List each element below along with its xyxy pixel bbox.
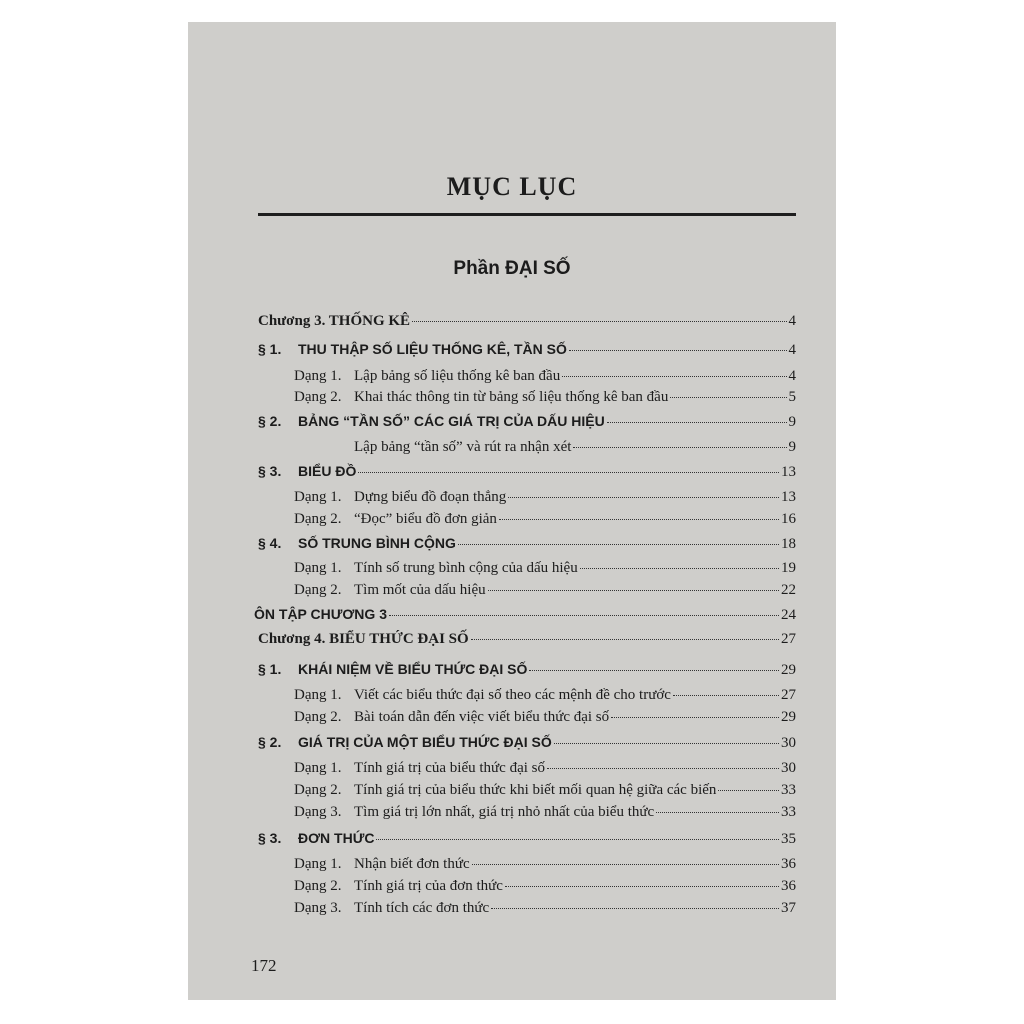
subitem-text: Nhận biết đơn thức [354,856,470,872]
dot-leader [607,418,787,423]
toc-page-number: 37 [781,900,796,916]
toc-review [254,605,796,624]
toc-page-number: 18 [781,536,796,552]
subitem-text: Dựng biểu đồ đoạn thẳng [354,489,507,505]
review-title: ÔN TẬP CHƯƠNG 3 [254,606,387,622]
dot-leader [508,493,779,498]
toc-chapter [258,312,796,330]
part-heading: Phần ĐẠI SỐ [453,258,571,279]
dot-leader [529,666,779,671]
toc-subitem [294,510,796,528]
subitem-heading [294,488,506,506]
dot-leader [499,515,779,520]
section-number: § 2. [258,413,282,429]
toc-section [258,534,796,553]
toc-page-number: 9 [788,414,796,430]
section-number: § 4. [258,535,282,551]
section-title: GIÁ TRỊ CỦA MỘT BIỂU THỨC ĐẠI SỐ [298,734,552,750]
dot-leader [656,808,779,813]
subitem-heading [294,877,503,895]
toc-page-number: 27 [781,687,796,703]
page-title: MỤC LỤC [446,172,578,201]
toc-page-number: 33 [781,804,796,820]
subitem-label: Dạng 1. [294,368,342,384]
toc-subitem [294,899,796,917]
subitem-label: Dạng 1. [294,560,342,576]
toc-subitem [294,803,796,821]
subitem-heading [294,803,654,821]
subitem-text: Tìm giá trị lớn nhất, giá trị nhỏ nhất của biểu thức [354,804,655,820]
subitem-text: Tìm mốt của dấu hiệu [354,582,486,598]
toc-section [258,829,796,848]
subitem-label: Dạng 2. [294,511,342,527]
toc-page-number: 36 [781,878,796,894]
subitem-heading [294,899,489,917]
subitem-label: Dạng 3. [294,804,342,820]
subitem-text: Lập bảng số liệu thống kê ban đầu [354,368,561,384]
subitem-text: Tính giá trị của biểu thức đại số [354,760,545,776]
subitem-heading [294,855,470,873]
section-number: § 2. [258,734,282,750]
section-title: KHÁI NIỆM VỀ BIỂU THỨC ĐẠI SỐ [298,661,528,677]
subitem-label: Dạng 2. [294,389,342,405]
toc-section [258,412,796,431]
toc-subitem [294,488,796,506]
section-number: § 1. [258,661,282,677]
section-title: ĐƠN THỨC [298,830,375,846]
subitem-label: Dạng 1. [294,760,342,776]
subitem-text: Khai thác thông tin từ bảng số liệu thống kê ban đầu [354,389,669,405]
subitem-text: Bài toán dẫn đến việc viết biểu thức đại số [354,709,610,725]
section-heading [258,733,552,752]
title-rule [258,213,796,216]
toc-page-number: 29 [781,709,796,725]
toc-section [258,733,796,752]
subitem-text: Lập bảng “tần số” và rút ra nhận xét [354,439,572,455]
toc-subitem [294,686,796,704]
section-number: § 3. [258,830,282,846]
dot-leader [472,860,779,865]
toc-page-number: 22 [781,582,796,598]
subitem-heading [294,559,578,577]
subitem-heading [294,686,671,704]
toc-page-number: 13 [781,489,796,505]
subitem-label: Dạng 3. [294,900,342,916]
dot-leader [471,635,779,640]
subitem-heading [294,581,486,599]
toc-subitem [294,708,796,726]
toc-page-number: 4 [788,342,796,358]
dot-leader [569,346,787,351]
toc-subitem [354,438,796,456]
section-heading [258,412,605,431]
toc-subitem [294,759,796,777]
dot-leader [670,393,786,398]
toc-subitem [294,855,796,873]
dot-leader [376,835,779,840]
toc-subitem [294,581,796,599]
dot-leader [412,317,786,322]
section-title: BẢNG “TẦN SỐ” CÁC GIÁ TRỊ CỦA DẤU HIỆU [298,413,605,429]
dot-leader [611,713,779,718]
toc-chapter [258,630,796,648]
book-page [188,22,836,1000]
toc-page-number: 13 [781,464,796,480]
toc-page-number: 27 [781,631,796,647]
subitem-heading [354,438,571,456]
section-heading [258,534,456,553]
section-title: SỐ TRUNG BÌNH CỘNG [298,535,456,551]
toc-section [258,660,796,679]
toc-subitem [294,559,796,577]
section-heading [258,462,356,481]
subitem-label: Dạng 2. [294,878,342,894]
subitem-heading [294,388,668,406]
dot-leader [358,468,779,473]
subitem-label: Dạng 2. [294,709,342,725]
subitem-heading [294,759,545,777]
dot-leader [458,540,779,545]
dot-leader [580,564,779,569]
section-heading [258,660,527,679]
toc-page-number: 16 [781,511,796,527]
toc-subitem [294,781,796,799]
toc-page-number: 30 [781,735,796,751]
subitem-text: Tính giá trị của biểu thức khi biết mối quan hệ giữa các biến [354,782,717,798]
dot-leader [573,443,786,448]
toc-section [258,462,796,481]
subitem-label: Dạng 2. [294,782,342,798]
toc-page-number: 29 [781,662,796,678]
dot-leader [491,904,779,909]
chapter-title: Chương 3. THỐNG KÊ [258,313,411,329]
subitem-text: Tính số trung bình cộng của dấu hiệu [354,560,578,576]
dot-leader [673,691,779,696]
page-number: 172 [251,956,277,975]
toc-page-number: 36 [781,856,796,872]
subitem-label: Dạng 1. [294,687,342,703]
toc-subitem [294,388,796,406]
dot-leader [389,611,779,616]
subitem-text: Tính tích các đơn thức [354,900,490,916]
dot-leader [488,586,779,591]
toc-page-number: 24 [781,607,796,623]
toc-subitem [294,367,796,385]
toc-page-number: 5 [788,389,796,405]
toc-page-number: 33 [781,782,796,798]
subitem-heading [294,510,497,528]
toc-page-number: 4 [788,368,796,384]
chapter-title: Chương 4. BIỂU THỨC ĐẠI SỐ [258,631,469,647]
section-title: BIỂU ĐỒ [298,463,357,479]
toc-page-number: 30 [781,760,796,776]
dot-leader [554,739,779,744]
toc-subitem [294,877,796,895]
toc-page-number: 4 [788,313,796,329]
section-number: § 1. [258,341,282,357]
subitem-label: Dạng 1. [294,856,342,872]
subitem-text: “Đọc” biểu đồ đơn giản [354,511,497,527]
toc-page-number: 19 [781,560,796,576]
subitem-text: Tính giá trị của đơn thức [354,878,503,894]
subitem-label: Dạng 1. [294,489,342,505]
dot-leader [505,882,779,887]
section-number: § 3. [258,463,282,479]
toc-section [258,340,796,359]
toc-page-number: 9 [788,439,796,455]
subitem-heading [294,367,560,385]
section-title: THU THẬP SỐ LIỆU THỐNG KÊ, TẦN SỐ [298,341,567,357]
dot-leader [562,372,786,377]
dot-leader [547,764,779,769]
subitem-label: Dạng 2. [294,582,342,598]
dot-leader [718,786,779,791]
toc-page-number: 35 [781,831,796,847]
subitem-heading [294,781,716,799]
section-heading [258,829,374,848]
section-heading [258,340,567,359]
subitem-heading [294,708,609,726]
subitem-text: Viết các biểu thức đại số theo các mệnh đề cho trước [354,687,671,703]
